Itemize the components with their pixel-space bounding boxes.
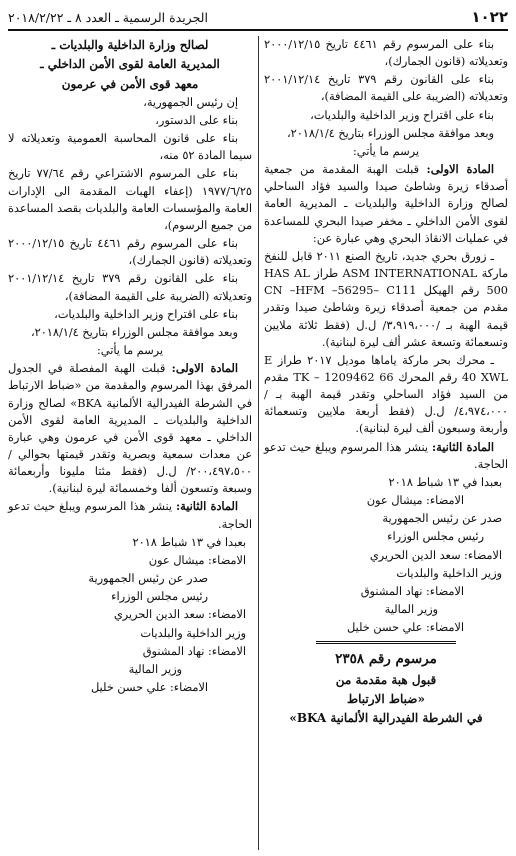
signature-date: بعبدا في ١٣ شباط ٢٠١٨ <box>132 535 246 549</box>
header-rule <box>8 29 508 31</box>
article-label: المادة الثانية: <box>432 439 494 454</box>
preamble-line: بناء على المرسوم الاشتراعي رقم ٧٧/٦٤ تاريخ ١٩٧٧/٦/٢٥ (إعفاء الهبات المقدمة الى الإدارات العامة والمؤسسات العامة والبلديات بقصد المساعدة من جميع الرسوم)، <box>8 167 252 232</box>
signature-line: وزير الداخلية والبلديات <box>396 566 502 580</box>
preamble-line: بناء على اقتراح وزير الداخلية والبلديات، <box>54 307 238 321</box>
decree-heading: معهد قوى الأمن في عرمون <box>61 76 199 91</box>
preamble-line: وبعد موافقة مجلس الوزراء بتاريخ ٢٠١٨/١/٤، <box>287 126 494 140</box>
article-2 <box>8 498 252 532</box>
signature-line: الامضاء: ميشال عون <box>148 553 246 567</box>
signature-line: رئيس مجلس الوزراء <box>387 530 484 544</box>
signature-line: الامضاء: سعد الدين الحريري <box>113 608 246 622</box>
preamble-line: بناء على الدستور، <box>155 114 238 127</box>
signature-line: رئيس مجلس الوزراء <box>111 590 208 604</box>
preamble-line: بناء على القانون رقم ٣٧٩ تاريخ ٢٠٠١/١٢/١٤ وتعديلاته (الضريبة على القيمة المضافة)، <box>8 272 252 303</box>
decrees-line: يرسم ما يأتي: <box>97 344 163 358</box>
signature-line: الامضاء: نهاد المشنوق <box>142 644 246 658</box>
article-label: المادة الاولى: <box>171 361 238 376</box>
signature-line: صدر عن رئيس الجمهورية <box>382 512 502 526</box>
gazette-title: الجريدة الرسمية ـ العدد ٨ ـ ٢٠١٨/٢/٢٢ <box>8 9 208 25</box>
article-text: ينشر هذا المرسوم ويبلغ حيث تدعو الحاجة. <box>8 500 252 531</box>
preamble-line: بناء على القانون رقم ٣٧٩ تاريخ ٢٠٠١/١٢/١٤ وتعديلاته (الضريبة على القيمة المضافة)، <box>264 73 508 104</box>
page-header <box>8 6 508 28</box>
article-1 <box>8 360 252 497</box>
decree-subtitle: في الشرطة الفيدرالية الألمانية BKA» <box>289 711 483 726</box>
article-label: المادة الاولى: <box>426 162 494 177</box>
left-column <box>8 36 252 697</box>
signature-date: بعبدا في ١٣ شباط ٢٠١٨ <box>388 475 502 489</box>
signature-line: وزير الداخلية والبلديات <box>140 626 246 640</box>
signature-line: الامضاء: علي حسن خليل <box>346 621 464 635</box>
gift-item: ـ محرك بحر ماركة ياماها موديل ٢٠١٧ طراز E 40 XWL رقم المحرك 66 TK – 1209462 مقدم من السيد فؤاد الساحلي وتقدر قيمة الهبة بـ /٤،٩٧٤،٠٠٠/ ل.ل (فقط أربعة ملايين وتسعمائة وأربعة وسبعون ألف ليرة لبنانية). <box>264 353 508 436</box>
preamble-line: وبعد موافقة مجلس الوزراء بتاريخ ٢٠١٨/١/٤، <box>31 325 238 339</box>
signature-line: الامضاء: ميشال عون <box>366 494 464 508</box>
page-number: ١٠٢٢ <box>471 8 508 26</box>
preamble-line: بناء على قانون المحاسبة العمومية وتعديلاته لا سيما المادة ٥٢ منه، <box>8 132 252 163</box>
signature-line: الامضاء: نهاد المشنوق <box>360 584 464 598</box>
preamble-line: بناء على المرسوم رقم ٤٤٦١ تاريخ ٢٠٠٠/١٢/١٥ وتعديلاته (قانون الجمارك)، <box>264 38 508 69</box>
decree-title: مرسوم رقم ٢٣٥٨ <box>335 651 437 668</box>
preamble-line: بناء على المرسوم رقم ٤٤٦١ تاريخ ٢٠٠٠/١٢/١٥ وتعديلاته (قانون الجمارك)، <box>8 237 252 268</box>
preamble-line: بناء على اقتراح وزير الداخلية والبلديات، <box>310 108 494 122</box>
preamble-line: إن رئيس الجمهورية، <box>143 95 238 109</box>
signature-line: وزير المالية <box>384 603 438 616</box>
gift-item: ـ زورق بحري جديد، تاريخ الصنع ٢٠١١ قابل للنفخ ماركة ASM INTERNATIONAL طراز HAS AL 500 رقم الهيكل CN –HFM –56295– C111 مقدم من جمعية أصدقاء زيرة وشاطئ صيدا وتقدر قيمة الهبة بـ /٣،٩١٩،٠٠٠/ ل.ل (فقط ثلاثة ملايين وتسعمائة وتسعة عشر ألف ليرة لبنانية). <box>264 249 508 349</box>
article-label: المادة الثانية: <box>176 499 238 514</box>
decree-heading: المديرية العامة لقوى الأمن الداخلي ـ <box>40 57 220 72</box>
decree-subtitle: قبول هبة مقدمة من <box>335 672 437 687</box>
signature-line: صدر عن رئيس الجمهورية <box>88 572 208 586</box>
article-text: ينشر هذا المرسوم ويبلغ حيث تدعو الحاجة. <box>264 440 508 471</box>
signature-line: الامضاء: سعد الدين الحريري <box>369 548 502 562</box>
signature-line: وزير المالية <box>128 662 182 676</box>
article-2 <box>264 439 508 473</box>
decree-ornament <box>264 637 508 645</box>
article-text: قبلت الهبة المفصلة في الجدول المرفق بهذا المرسوم والمقدمة من «ضباط الارتباط في الشرطة الفيدرالية الألمانية BKA» لصالح وزارة الداخلية والبلديات ـ المديرية العامة لقوى الأمن الداخلي ـ معهد قوى الأمن في عرمون وهي عبارة عن معدات سمعية وبصرية وتقدر قيمتها بحوالي /٢٠٠،٤٩٧،٥٠٠/ ل.ل (فقط مئتا مليونا وأربعمائة وسبعة وتسعون ألفا وخمسمائة ليرة لبنانية). <box>8 362 252 496</box>
article-text: قبلت الهبة المقدمة من جمعية أصدقاء زيرة وشاطئ صيدا والسيد فؤاد الساحلي لصالح وزارة الداخلية والبلديات ـ المديرية العامة لقوى الأمن الداخلي ـ مخفر صيدا البحري للمساعدة في عمليات الانقاذ البحري وهي عبارة عن: <box>264 163 508 245</box>
decree-heading: لصالح وزارة الداخلية والبلديات ـ <box>51 38 209 52</box>
column-divider <box>258 36 259 850</box>
signature-line: الامضاء: علي حسن خليل <box>90 681 208 694</box>
decrees-line: يرسم ما يأتي: <box>353 144 419 158</box>
article-1 <box>264 161 508 247</box>
decree-subtitle: «ضباط الارتباط <box>347 692 425 707</box>
right-column <box>264 36 508 729</box>
